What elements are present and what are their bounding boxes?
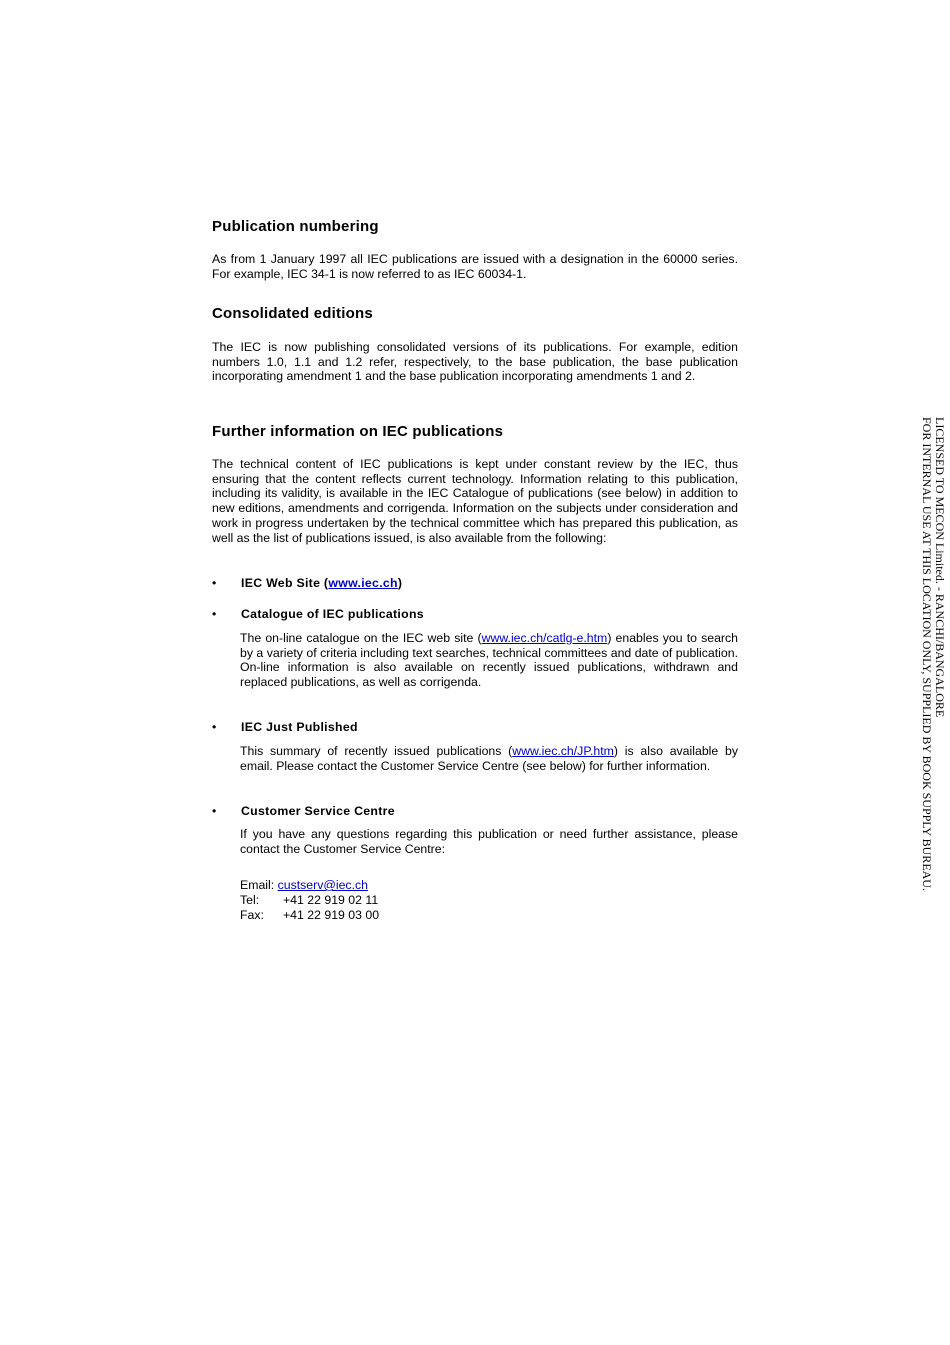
tel-label: Tel: bbox=[240, 893, 260, 907]
customer-service-title: Customer Service Centre bbox=[241, 804, 395, 818]
customer-service-description bbox=[240, 827, 738, 856]
paragraph-publication-numbering bbox=[212, 252, 738, 281]
customer-service-text: If you have any questions regarding this publication or need further assistance, please contact the Customer Service Centre: bbox=[240, 827, 738, 856]
contact-tel-line bbox=[240, 893, 738, 908]
just-published-text bbox=[240, 744, 738, 773]
bullet-icon: • bbox=[212, 607, 217, 621]
web-site-title-suffix: ) bbox=[397, 576, 403, 590]
heading-publication-numbering: Publication numbering bbox=[212, 218, 379, 235]
catalogue-link[interactable]: www.iec.ch/catlg-e.htm bbox=[481, 631, 608, 645]
just-published-text-before: This summary of recently issued publications ( bbox=[240, 744, 513, 758]
bullet-icon: • bbox=[212, 576, 217, 590]
further-information-text: The technical content of IEC publications is kept under constant review by the IEC, thus ensuring that the content reflects current technology. Information relating to this publication, including its validity, is available in the IEC Catalogue of publications (see below) in addition to new editions, amendments and corrigenda. Information on the subjects under consideration and work in progress undertaken by the technical committee which has prepared this publication, as well as the list of publications issued, is also available from the following: bbox=[212, 457, 738, 545]
heading-further-information: Further information on IEC publications bbox=[212, 423, 504, 440]
catalogue-description bbox=[240, 631, 738, 690]
paragraph-further-information bbox=[212, 457, 738, 545]
license-line-1: LICENSED TO MECON Limited. - RANCHI/BANGALORE bbox=[933, 417, 947, 718]
bullet-icon: • bbox=[212, 804, 217, 818]
bullet-icon: • bbox=[212, 720, 217, 734]
email-link[interactable]: custserv@iec.ch bbox=[277, 878, 368, 892]
tel-value: +41 22 919 02 11 bbox=[283, 893, 379, 907]
contact-details bbox=[240, 878, 738, 923]
consolidated-editions-text: The IEC is now publishing consolidated versions of its publications. For example, edition numbers 1.0, 1.1 and 1.2 refer, respectively, to the base publication, the base publication incorporating amendment 1 and the base publication incorporating amendments 1 and 2. bbox=[212, 340, 738, 384]
contact-fax-line bbox=[240, 908, 738, 923]
web-site-title bbox=[241, 576, 402, 591]
web-site-title-prefix: IEC Web Site ( bbox=[241, 576, 329, 590]
paragraph-consolidated-editions bbox=[212, 340, 738, 384]
just-published-link[interactable]: www.iec.ch/JP.htm bbox=[512, 744, 614, 758]
fax-value: +41 22 919 03 00 bbox=[283, 908, 380, 922]
just-published-title: IEC Just Published bbox=[241, 720, 358, 734]
fax-label: Fax: bbox=[240, 908, 264, 922]
email-label: Email: bbox=[240, 878, 275, 892]
publication-numbering-text: As from 1 January 1997 all IEC publications are issued with a designation in the 60000 series. For example, IEC 34-1 is now referred to as IEC 60034-1. bbox=[212, 252, 738, 281]
heading-consolidated-editions: Consolidated editions bbox=[212, 305, 373, 322]
license-watermark bbox=[920, 417, 946, 891]
web-site-link[interactable]: www.iec.ch bbox=[328, 576, 398, 590]
catalogue-text-after: ) enables you to search by a variety of criteria including text searches, technical committees and date of publication. On-line information is also available on recently issued publications, withdrawn and replaced publications, as well as corrigenda. bbox=[240, 631, 739, 690]
catalogue-text-before: The on-line catalogue on the IEC web site ( bbox=[240, 631, 482, 645]
license-line-2: FOR INTERNAL USE AT THIS LOCATION ONLY, SUPPLIED BY BOOK SUPPLY BUREAU. bbox=[920, 417, 934, 891]
catalogue-title: Catalogue of IEC publications bbox=[241, 607, 424, 621]
catalogue-text bbox=[240, 631, 738, 690]
just-published-text-after: ) is also available by email. Please contact the Customer Service Centre (see below) for further information. bbox=[240, 744, 738, 773]
just-published-description bbox=[240, 744, 738, 773]
contact-email-line bbox=[240, 878, 738, 893]
